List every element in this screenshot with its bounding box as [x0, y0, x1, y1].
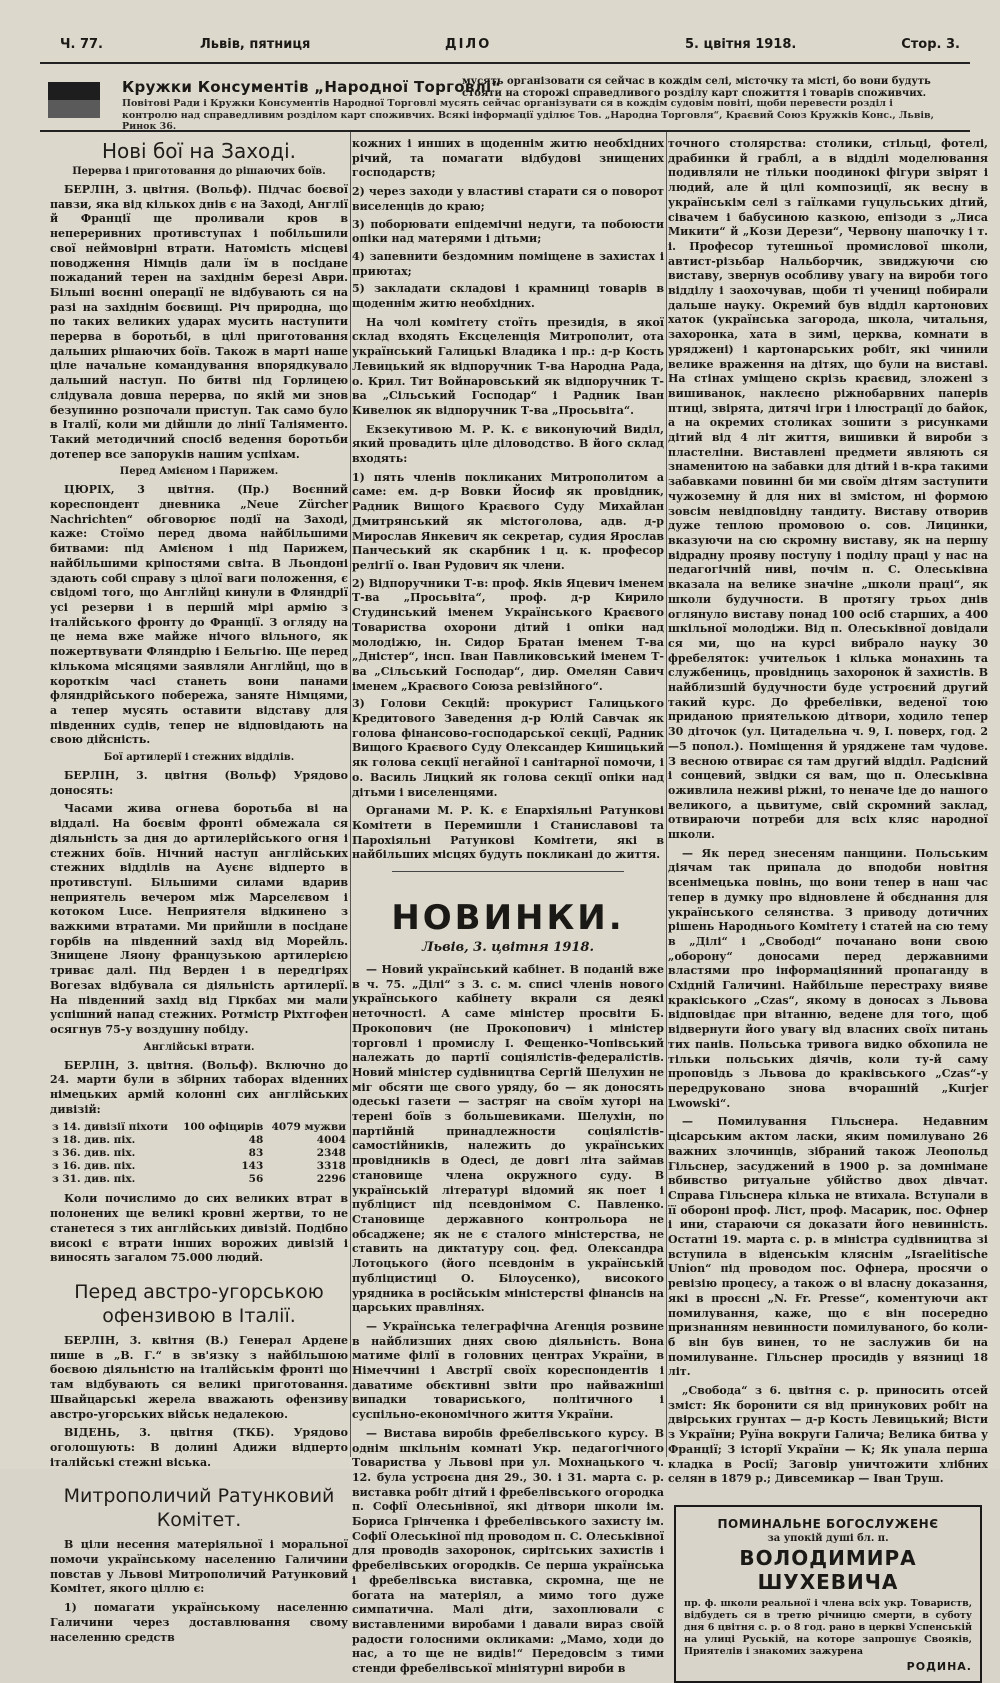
column-1: [50, 137, 348, 1644]
list-item: 5) закладати складові і крамниці товарів в щоденнім житю необхідних.: [352, 282, 664, 311]
column-divider: [666, 132, 667, 1457]
ad-body: Повітові Ради і Кружки Консументів Народної Торговлі мусять сейчас організувати ся в кождім судовім повіті, щоби перевести розділ і контролю над справедливим розділом карт споживчих. Всякі інформації уділює Тов. „Народна Торговля“, Краєвий Союз Кружків Конс., Львів, Ринок 36.: [122, 98, 934, 132]
article-paragraph: Екзекутивою М. Р. К. є виконуючий Виділ, який провадить ціле діловодство. В його склад входять:: [352, 422, 664, 466]
notice-name: ВОЛОДИМИРА ШУХЕВИЧА: [739, 1545, 917, 1594]
ad-tagline: мусять організовати ся сейчас в кождім селі, місточку та місті, бо вони будуть стояти на сторожі справедливого розділу карт спожиття і товарів споживчих.: [462, 76, 931, 99]
article-paragraph: 1) помагати українському населенню Галичини через доставлювання свому населенню средств: [50, 1601, 348, 1644]
table-row: з 16. див. піх. 143 3318: [52, 1160, 346, 1173]
news-dateline: Львів, 3. цвітня 1918.: [422, 940, 594, 956]
table-row: з 36. див. піх. 83 2348: [52, 1147, 346, 1160]
article-paragraph: ВІДЕНЬ, 3. цвітня (ТКБ). Урядово оголошують: В долині Адижи відперто італійські стежні віська.: [50, 1426, 348, 1469]
notice-subtitle: за упокій душі бл. п.: [767, 1532, 889, 1544]
article-headline: Нові бої на Заході.: [101, 139, 297, 163]
flag-icon: [48, 82, 100, 118]
notice-body: пр. ф. школи реальної і члена всіх укр. Товариств, відбудеть ся в третю річницю смерти, в суботу дня 6 цвітня с. р. о 8 год. рано в церкві Успенській на улиці Руській, на которе запрошує Свояків, Приятелів і знакомих зажурена: [684, 1597, 972, 1657]
article-paragraph: точного столярства: столики, стільці, фотелі, драбинки й граблі, а в відділі моделювання подивляли не тільки поодинокі фігури звірят і людий, але й цілі композиції, як весну в українськім селі з гаїлками гуцульських дітий, сівачем і бабусиною казкою, епізоди з „Лиса Микити“ й „Кози Дерези“, Червону шапочку і т. і. Професор тутешньої промислової школи, автист-різьбар Нальборчик, звиджуючи сю виставу, звернув особливу увагу на вироби того відділу і заохочував, щоби ті учениці побирали дальше науку. Окремий був відділ картонових хаток (українська загорода, школа, читальня, захоронка, хата в зимі, церква, комнати в уряджені) і картонарських робіт, які чинили велике враження на дітях, що були на виставі. На стінах уміщено скрізь краєвид, зложені з вишиванок, наклеєно ріжнобарвних паперів птиці, звірята, дитячі ігри і ілюстрації до байок, а на окремих столиках зошити з рисунками дітий від 4 літ життя, вишивки й вироби з пластеліни. Виставлені предмети являють ся знаменитою на забавки для дітий і в-кра такими забавками повинні би ми своїм дітям заступити чужоземну й для них ві змістом, ні формою зовсім невідповідну тандиту. Виставу отворив дуже теплою промовою о. сов. Лицинки, вказуючи на сю скромну виставу, як на першу відрадну прояву поступу і поділу праці у нас на педагогічній ниві, почім п. С. Олеськівна вказала на велике значіне „школи праці“, як школи будучности. В протягу трьох днів оглянуло виставу понад 100 осіб старших, а 400 шкільної молодіжи. Від п. Олеськівної довідали ся ми, що на курсі вибрало науку 30 фребеляток: учительок і кілька монахинь та службениць, провідниць захоронок й захистів. В найблизшій будучности буде устроєний другий такий курс. До фребелівки, веденої тою приданою приятелькою дітвори, ходило тепер 30 діточок (ул. Цитадельна ч. 9, I. поверх, год. 2—5 попол.). Поміщення й уряджене там чудове. З весною отвирає ся там другий відділ. Радісний і сонцевий, звідки ся вам, що п. Олеськівна оживлила неживі ріжні, то неначе іде до нашого великого, а цьвитуме, свій скромний заклад, отвираючи потреби для всіх кляс народної школи.: [668, 137, 988, 842]
article-subheading: Англійські втрати.: [143, 1041, 255, 1053]
news-item: — Виставa виробів фребелівського курсу. В однім шкільнім комнаті Укр. педагогічного Товариства у Львові при ул. Мохнацького ч. 12. була устроєна дня 29., 30. і 31. марта с. р. виставка робіт дітий і фребелівського огородка п. Софії Олесьнівної, які дітвори школи ім. Бориса Грінченка і фребелівського захисту ім. Софії Олеськіної під проводом п. С. Олеськівної для проводів захоронок, сирітських захистів і фребелівських огородків. Се перша українська і фребелівська виставка, скромна, ще не богата на матеріял, а мимо того дуже симпатична. Малі діти, захоплювали с виставленими виробами і давали вираз своїй радости голосними окликами: „Мамо, ходи до нас, а то ще не видів!“ Передовсім з тими стенди фребелівської мініятурні вироби в: [352, 1426, 664, 1676]
article-paragraph: БЕРЛІН, 3. цвітня (Вольф) Урядово доносять:: [50, 769, 348, 797]
news-section-heading: НОВИНКИ.: [391, 898, 625, 939]
article-paragraph: На чолі комітету стоїть президія, в якої склад входять Ексцеленція Митрополит, ота український Галицькі Владика і пр.: д-р Кость Левицький як відпоручник Т-ва Народна Рада, о. Крил. Тит Войнаровський як відпоручник Т-ва „Сільський Господар“ і Радник Іван Кивелюк як відпоручник Т-ва „Просьвіта“.: [352, 315, 664, 417]
news-item: — Українська телеграфічна Агенція розвине в найблизших днях свою діяльність. Вона матиме філії в головних центрах України, в Німеччині і Австрії своїх кореспондентів і даватиме обєктивні звіти про найважніші випадки товариського, політичного і суспільно-економічного життя України.: [352, 1319, 664, 1422]
memorial-notice: [674, 1505, 982, 1683]
article-paragraph: Часами жива огнева боротьба ві на віддалі. На боєвім фронті обмежала ся діяльність за дня до артилерійського огня і стежних боїв. Нічний наступ англійських стежних відділів на Ауєнє відперто в противступі. Більшими силами вдарив неприятель вечером між Марселєвом і котоком Luce. Неприятеля відкинено з важкими втратами. Ми прийшли в посідане горбів на південний захід від Морейль. Знищене Ляону французькою артилерією триває далі. Під Верден і в передгірях Вогезах відбувала ся діяльність артилерії. На південний захід від Гіркбах ми мали успішний напад стежних. Ротмістр Ріхтгофен осягнув 75-у воздушну побіду.: [50, 802, 348, 1036]
cooperative-ad-banner: [40, 70, 970, 132]
table-row: з 14. дивізії піхоти 100 офіцирів 4079 мужви: [52, 1121, 346, 1134]
notice-signature: РОДИНА.: [906, 1659, 972, 1673]
notice-title: ПОМИНАЛЬНЕ БОГОСЛУЖЕНЄ: [717, 1516, 939, 1531]
article-paragraph: БЕРЛІН, 3. цвітня. (Вольф). Включно до 24. марти були в збірних таборах віденних німецьких армій колонні сих англійських дивізій:: [50, 1058, 348, 1116]
news-item: „Свобода“ з 6. цвітня с. р. приносить отсей зміст: Як боронити ся від принукових робіт на двірських грунтах — д-р Кость Левицький; Вісти з України; Руїна вокруги Галича; Велика битва у Франції; З історії України — К; Як упала перша кладка в Росії; Заговір уничтожити хлібних селян в 1879 р.; Дивсемикар — Іван Труш.: [668, 1384, 988, 1486]
newspaper-title: ДІЛО: [445, 37, 492, 52]
header-rule: [40, 62, 970, 64]
section-rule: [392, 871, 624, 872]
running-head: [60, 34, 960, 56]
committee-members-list: [352, 471, 664, 800]
list-item: 4) запевнити бездомним поміщене в захистах і приютах;: [352, 249, 664, 278]
article-subheading: Перед Амієном і Парижем.: [119, 466, 279, 478]
losses-table: [50, 1121, 348, 1186]
article-subheading: Перерва і приготовання до рішаючих боїв.: [72, 166, 326, 177]
column-2: [352, 137, 664, 1676]
article-subheading: Бої артилерії і стежних відділів.: [103, 752, 295, 764]
article-paragraph: Органами М. Р. К. є Епархіяльні Ратункові Комітети в Перемишли і Станиславові та Парохіяльні Ратункові Комітети, які в найбільших місцях будуть покликані до життя.: [352, 804, 664, 862]
issue-number: Ч. 77.: [60, 37, 103, 52]
news-item: — Новий український кабінет. В поданій вже в ч. 75. „Ділі“ з 3. с. м. списі членів нового українського кабінету вкрали ся деякі неточності. А саме міністер просвіти Б. Прокопович (не Прокопович) і міністер торговлі і промислу І. Фещенко-Чопівський належать до партії соціялістів-федералістів. Новий міністер судівництва Сергій Шелухин не міг обсяти ще свого уряду, бо — як доносять одеські газети — застряг на своїм хуторі на терені боїв з большевиками. Шелухін, по партійній принадлежности соціялістів-самостійників, належить до українських провідників в Одесі, де довгі літа займав становище члена окружного суду. В українській літературі відомий як поет і публіцист під псевдонімом С. Павленко. Становище державного контрольора не обсаджене; як не є сталого міністерства, не ставить на диктатуру соц. фед. Олександра Лотоцького (його псевдонім в українській публіцистиці О. Білоусенко), високого урядника в російськім міністерстві фінансів на царських правлінях.: [352, 963, 664, 1315]
news-item: — Як перед знесеням панщини. Польським діячам так припала до вподоби новітня всенімецька повінь, що вони тепер в наш час тепер в думку про відновлене й обєднання для українського селянства. З приводу дотичних рішень Народнього Комітету і статей на сю тему в „Ділі“ і „Свободі“ почанано вони свою „оборону“ доносами перед державними властями про інформаціянний пропаганду в Східній Галичині. Найбільше перестраху вияве кракіського „Czas“, якому в доносах з Львова відповідає при вітанню, ведене для того, щоб відвернути його увагу від власних своїх питань тих панів. Польська тривога видко обхопила не тільки польських діячів, коли ту-й саму проповідь з Львова до краківського „Czas“-у передруковано знова вчорашній „Kurjer Lwowski“.: [668, 846, 988, 1110]
ad-title: Кружки Консументів „Народної Торговлі“: [122, 78, 502, 96]
list-item: 3) Голови Секцій: прокурист Галицького Кредитового Заведення д-р Юлій Савчак як голова фінансово-господарської секції, Радник Вищого Краєвого Суду Олександер Кишицький як голова секції негайної і санітарної помочи, і о. Василь Лицкий як голова секції опіки над дітьми і виселенцями.: [352, 697, 664, 799]
table-row: з 18. див. піх. 48 4004: [52, 1134, 346, 1147]
article-headline: Митрополичий Ратунковий Комітет.: [63, 1485, 335, 1532]
table-row: з 31. див. піх. 56 2296: [52, 1173, 346, 1186]
list-item: 1) пять членів покликаних Митрополитом а саме: ем. д-р Вовки Йосиф як провідник, Радник Вищого Краєвого Суду Михайлан Дмитрянський як містоголова, адв. д-р Мирослав Янкевич як секретар, судия Ярослав Панчеський як скарбник і ц. к. професор релігії о. Іван Рудович як члени.: [352, 470, 664, 572]
issue-date: 5. цвітня 1918.: [685, 37, 797, 52]
place-weekday: Львів, пятниця: [200, 37, 311, 52]
page-number: Стор. 3.: [901, 37, 960, 52]
article-paragraph: В ціли несення матеріяльної і моральної помочи українському населенню Галичини повстав у Львові Митрополичий Ратунковий Комітет, якого ціллю є:: [50, 1538, 348, 1596]
banner-rule: [40, 130, 970, 132]
committee-goals-list: [352, 185, 664, 312]
list-item: 2) через заходи у властиві старати ся о поворот виселенців до краю;: [352, 185, 664, 213]
column-3: [668, 137, 988, 1673]
article-paragraph: БЕРЛІН, 3. цвітня. (Вольф). Підчас боєвої павзи, яка від кількох днів є на Заході, Англії й Франції ще проливали кров в непереривних противступах і побільшили свої неймовірні втрати. Натомість місцеві поводження Німців дали їм в посідане пожаданий терен на західнім березі Аври. Більші воєнні операції не відбувають ся на разі на західнім боєвищі. Річ природна, що по таких великих ударах мусить наступити перерва в боротьбі, в цілі приготовання дальших рішаючих боїв. Також в марті наше ціле начальне командування впорядкувало дальший наступ. По битві під Горлицею слідувала довша перерва, по якій ми знов безупинно розпочали приступ. Так само було в Італії, коли ми дійшли до лінії Таліяменто. Такий методичний спосіб ведення боротьби дотепер все запоруків нашим успіхам.: [50, 183, 348, 461]
news-item: — Помилування Гільснера. Недавним цісарським актом ласки, яким помилувано 26 важних злочинців, зібраний також Леопольд Гільснер, засуджений в 1900 р. за домнімане вбивство ритуальне убійство двох дівчат. Справа Гільснера кілька не втихала. Вступали в її обороні проф. Ліст, проф. Масарик, пос. Офнер і ини, стараючи ся доказати його невинність. Остатні 19. марта с. р. в міністра судівництва зі вступила в віденськім кляснім „Israelitische Union“ під проводом пос. Офнера, просячи о ревізію процесу, а також о ві власну доказання, які в проєсні „N. Fr. Presse“, коментуючи акт помилування, каже, що є він посередно признанням невинности помилуваного, бо коли-б він був винен, то не заслужив би на помилуванне. Гільснер просидів у вязниці 18 літ.: [668, 1115, 988, 1379]
article-headline: Перед австро-угорською офензивою в Італії.: [74, 1281, 324, 1327]
list-item: 3) поборювати епідемічні недуги, та побоюсти опіки над матерями і дітьми;: [352, 217, 664, 246]
article-paragraph: кожних і инших в щоденнім житю необхідних річий, та помагати відбудові знищених господарств;: [352, 137, 664, 180]
list-item: 2) Відпоручники Т-в: проф. Яків Яцевич іменем Т-ва „Просьвіта“, проф. д-р Кирило Студинський іменем Українського Краєвого Товариства охорони дітий і опіки над молодіжю, ін. Сидор Братан іменем Т-ва „Дністер“, інсп. Іван Павликовський іменем Т-ва „Сільський Господар“, дир. Омелян Савич іменем „Краєвого Союза ревізійного“.: [352, 576, 664, 693]
article-paragraph: Коли почислимо до сих великих втрат в полонених ще великі кровні жертви, то не станетеся з тих англійських дивізій. Подібно високі є втрати інших ворожих дивізій і виносять загалом 75.000 людий.: [50, 1192, 348, 1265]
column-divider: [350, 132, 351, 1457]
article-paragraph: БЕРЛІН, 3. квітня (В.) Генерал Ардене пише в „В. Г.“ в зв'язку з найбільшою боєвою діяльністю на італійськім фронті що там відбувають ся великі приготовання. Швайцарські жерела вважають офензиву австро-угорських військ недалекою.: [50, 1334, 348, 1421]
article-paragraph: ЦЮРІХ, 3 цвітня. (Пр.) Воєнний кореспондент дневника „Neue Zürcher Nachrichten“ обговорює події на Заході, каже: Стоїмо перед двома найбільшими битвами: під Амієном і під Парижем, найбільшими кріпостями світа. В Льондоні здають собі справу з цілої ваги положення, є свідомі того, що Англійці кинули в Фляндрії усі резерви і в першій мірі армію з італійського фронту до Франції. З огляду на це нема вже майже нічого вільного, як пожертвувати Фляндрію і Бельгію. Ще перед кількома місяцями заявляли Англійці, що в короткім часі станеть вони панами фляндрійського побережа, заняте Німцями, а тепер мусять оставити відставу для південних судів, тепер не відповідають на свою дійсність.: [50, 483, 348, 747]
